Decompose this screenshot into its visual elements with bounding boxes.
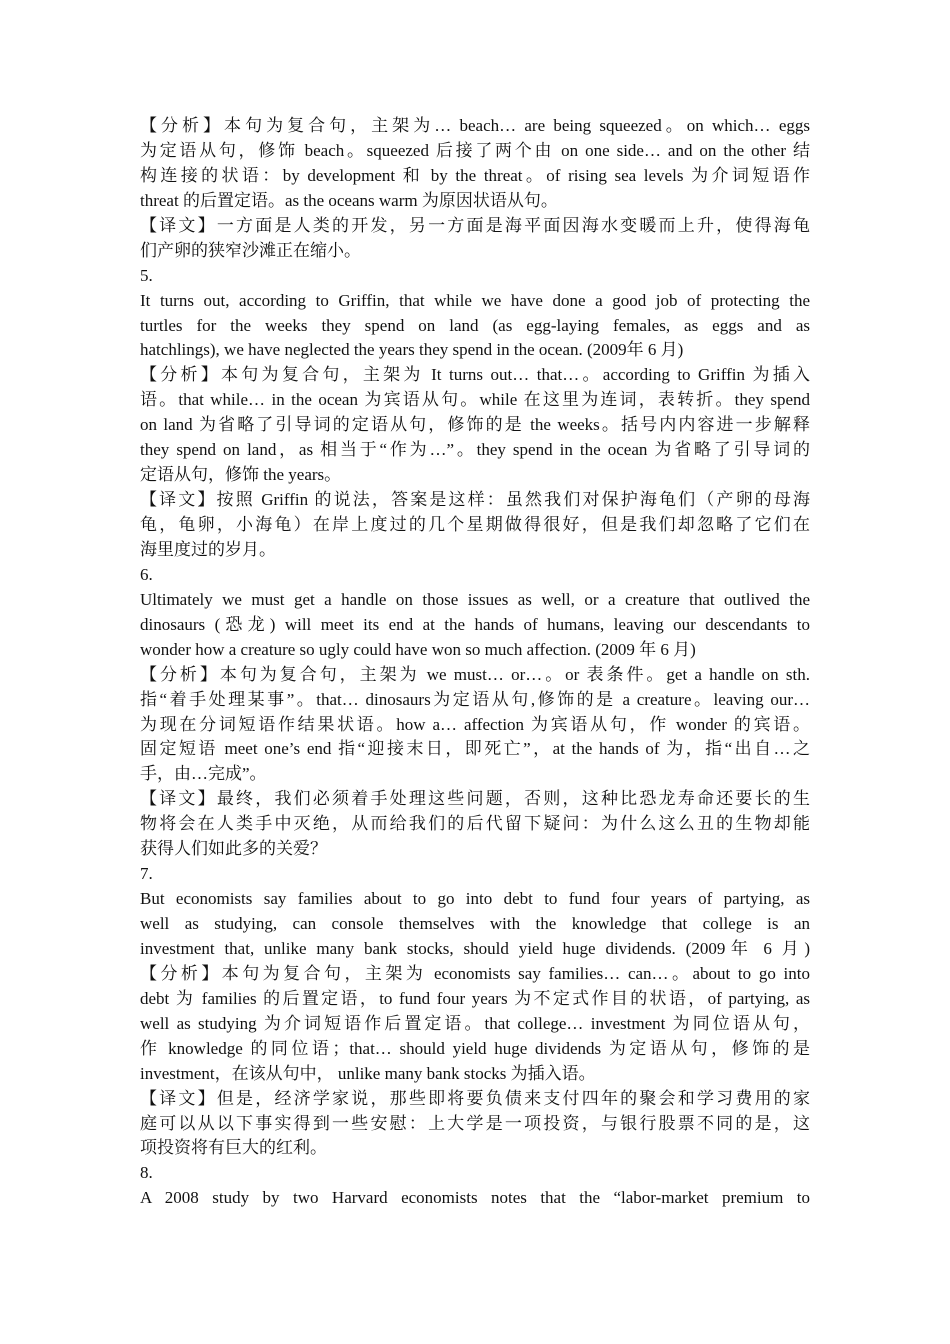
text-line: 6. xyxy=(140,564,153,584)
text-line: 构连接的状语：by development 和 by the threat。of rising sea levels 为介词短语作 xyxy=(140,165,810,185)
text-line: 物将会在人类手中灭绝，从而给我们的后代留下疑问：为什么这么丑的生物却能 xyxy=(140,814,810,834)
text-line: 定语从句，修饰 the years。 xyxy=(140,465,342,485)
text-line: But economists say families about to go into debt to fund four years of partying, as xyxy=(140,889,810,909)
text-line: 【译文】最终，我们必须着手处理这些问题，否则，这种比恐龙寿命还要长的生 xyxy=(140,789,810,809)
text-line: 庭可以从以下事实得到一些安慰：上大学是一项投资，与银行股票不同的是，这 xyxy=(140,1113,810,1133)
text-line: 项投资将有巨大的红利。 xyxy=(140,1138,327,1158)
text-line: 们产卵的狭窄沙滩正在缩小。 xyxy=(140,240,361,260)
text-line: 【分析】本句为复合句，主架为 It turns out… that…。according to Griffin 为插入 xyxy=(140,365,810,385)
text-line: 语。that while… in the ocean 为宾语从句。while 在这里为连词，表转折。they spend xyxy=(140,390,810,410)
text-line: 【分析】本句为复合句，主架为 economists say families… can…。about to go into xyxy=(140,963,810,983)
text-line: 为定语从句，修饰 beach。squeezed 后接了两个由 on one side… and on the other 结 xyxy=(140,140,810,160)
text-line: on land 为省略了引导词的定语从句，修饰的是 the weeks。括号内内容进一步解释 xyxy=(140,415,810,435)
text-line: 5. xyxy=(140,265,153,285)
text-line: 【译文】但是，经济学家说，那些即将要负债来支付四年的聚会和学习费用的家 xyxy=(140,1088,810,1108)
text-line: It turns out, according to Griffin, that while we have done a good job of protecting the xyxy=(140,290,810,310)
text-line: threat 的后置定语。as the oceans warm 为原因状语从句。 xyxy=(140,190,558,210)
text-line: 【译文】按照 Griffin 的说法，答案是这样：虽然我们对保护海龟们（产卵的母海 xyxy=(140,490,810,510)
text-line: wonder how a creature so ugly could have won so much affection. (2009 年 6 月) xyxy=(140,639,696,659)
text-line: turtles for the weeks they spend on land (as egg-laying females, as eggs and as xyxy=(140,315,810,335)
text-line: 指“着手处理某事”。that… dinosaurs为定语从句,修饰的是 a creature。leaving our… xyxy=(140,689,810,709)
text-line: investment，在该从句中， unlike many bank stocks 为插入语。 xyxy=(140,1063,596,1083)
text-line: investment that, unlike many bank stocks, should yield huge dividends. (2009年 6 月) xyxy=(140,938,810,958)
text-line: 龟，龟卵，小海龟）在岸上度过的几个星期做得很好，但是我们却忽略了它们在 xyxy=(140,515,810,534)
text-line: 固定短语 meet one’s end 指“迎接末日，即死亡”，at the hands of 为，指“出自…之 xyxy=(140,739,810,759)
text-line: 获得人们如此多的关爱？ xyxy=(140,839,327,859)
text-line: debt 为 families 的后置定语，to fund four years 为不定式作目的状语，of partying, as xyxy=(140,988,810,1008)
text-line: 【分析】本句为复合句，主架为… beach… are being squeezed。on which… eggs xyxy=(140,116,810,135)
text-line: 【译文】一方面是人类的开发，另一方面是海平面因海水变暖而上升，使得海龟 xyxy=(140,215,810,235)
text-line: 手，由…完成”。 xyxy=(140,764,267,784)
text-line: 作 knowledge 的同位语；that… should yield huge dividends 为定语从句，修饰的是 xyxy=(140,1038,810,1058)
text-line: 8. xyxy=(140,1163,153,1183)
text-line: 7. xyxy=(140,864,153,884)
text-line: 【分析】本句为复合句，主架为 we must… or…。or 表条件。get a handle on sth. xyxy=(140,664,810,684)
text-line: hatchlings), we have neglected the years they spend in the ocean. (2009年 6 月) xyxy=(140,340,684,360)
text-line: well as studying 为介词短语作后置定语。that college… investment 为同位语从句， xyxy=(140,1013,810,1033)
text-line: they spend on land，as 相当于“作为…”。they spend in the ocean 为省略了引导词的 xyxy=(140,440,810,460)
text-line: A 2008 study by two Harvard economists notes that the “labor-market premium to xyxy=(140,1188,810,1208)
text-line: 为现在分词短语作结果状语。how a… affection 为宾语从句，作 wonder 的宾语。 xyxy=(140,714,810,734)
text-line: well as studying, can console themselves with the knowledge that college is an xyxy=(140,914,810,933)
text-line: Ultimately we must get a handle on those issues as well, or a creature that outlived the xyxy=(140,589,810,609)
text-line: dinosaurs (恐龙) will meet its end at the hands of humans, leaving our descendants to xyxy=(140,614,810,634)
text-line: 海里度过的岁月。 xyxy=(140,539,276,559)
